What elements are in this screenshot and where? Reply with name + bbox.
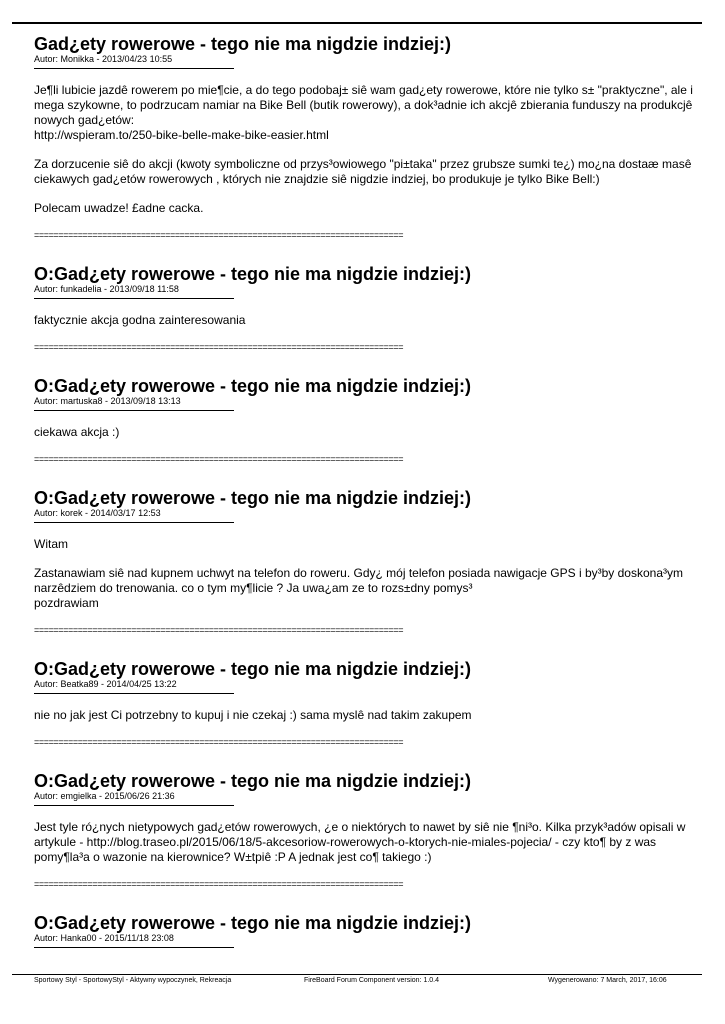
top-rule xyxy=(12,22,702,24)
footer-generated-date: Wygenerowano: 7 March, 2017, 16:06 xyxy=(548,977,667,984)
post-separator: ============================================================================ xyxy=(34,230,404,240)
meta-divider xyxy=(34,410,234,411)
post-title: O:Gad¿ety rowerowe - tego nie ma nigdzie indziej:) xyxy=(34,913,472,933)
post-paragraph: ciekawa akcja :) xyxy=(34,425,120,439)
post-separator: ============================================================================ xyxy=(34,625,404,635)
post-paragraph: Zastanawiam siê nad kupnem uchwyt na telefon do roweru. Gdy¿ mój telefon posiada nawigacje GPS i by³by doskona³ym narzêdziem do trenowania. co o tym my¶licie ? Ja uwa¿am ze to rozs±dny pomys³ pozdrawiam xyxy=(34,566,683,610)
post-body xyxy=(34,708,704,723)
meta-divider xyxy=(34,298,234,299)
post-body xyxy=(34,83,704,216)
post-author-date: Autor: funkadelia - 2013/09/18 11:58 xyxy=(34,284,179,294)
footer-site-name: Sportowy Styl - SportowyStyl - Aktywny wypoczynek, Rekreacja xyxy=(34,977,232,984)
post-author-date: Autor: Hanka00 - 2015/11/18 23:08 xyxy=(34,933,174,943)
post xyxy=(34,913,704,948)
post xyxy=(34,659,704,747)
post xyxy=(34,488,704,635)
post-paragraph: nie no jak jest Ci potrzebny to kupuj i nie czekaj :) sama myslê nad takim zakupem xyxy=(34,708,472,722)
post-author-date: Autor: Monikka - 2013/04/23 10:55 xyxy=(34,54,173,64)
post-body xyxy=(34,820,704,865)
post-paragraph: Polecam uwadze! £adne cacka. xyxy=(34,201,204,215)
post-paragraph: faktycznie akcja godna zainteresowania xyxy=(34,313,246,327)
footer-component-version: FireBoard Forum Component version: 1.0.4 xyxy=(304,977,440,984)
post-paragraph: Je¶li lubicie jazdê rowerem po mie¶cie, a do tego podobaj± siê wam gad¿ety rowerowe, które nie tylko s± "praktyczne", ale i mega szykowne, to podrzucam namiar na Bike Bell (butik rowerowy), a dok³adnie ich akcjê zbierania funduszy na produkcjê nowych gad¿etów: http://wspieram.to/250-bike-belle-make-bike-easier.html xyxy=(34,83,693,142)
meta-divider xyxy=(34,68,234,69)
post xyxy=(34,771,704,889)
post-body xyxy=(34,537,704,611)
post-title: O:Gad¿ety rowerowe - tego nie ma nigdzie indziej:) xyxy=(34,771,472,791)
post-author-date: Autor: korek - 2014/03/17 12:53 xyxy=(34,508,161,518)
meta-divider xyxy=(34,522,234,523)
post xyxy=(34,34,704,240)
post-separator: ============================================================================ xyxy=(34,454,404,464)
post-paragraph: Jest tyle ró¿nych nietypowych gad¿etów rowerowych, ¿e o niektórych to nawet by siê nie ¶ni³o. Kilka przyk³adów opisali w artykule - http://blog.traseo.pl/2015/06/18/5-akcesoriow-rowerowych-o-ktorych-nie-miales-pojecia/ - czy kto¶ by z was pomy¶la³a o wazonie na kierownice? W±tpiê :P A jednak jest co¶ takiego :) xyxy=(34,820,686,864)
post-title: Gad¿ety rowerowe - tego nie ma nigdzie indziej:) xyxy=(34,34,452,54)
post-body xyxy=(34,425,704,440)
post-separator: ============================================================================ xyxy=(34,342,404,352)
post-title: O:Gad¿ety rowerowe - tego nie ma nigdzie indziej:) xyxy=(34,264,472,284)
meta-divider xyxy=(34,947,234,948)
post-title: O:Gad¿ety rowerowe - tego nie ma nigdzie indziej:) xyxy=(34,376,472,396)
post-title: O:Gad¿ety rowerowe - tego nie ma nigdzie indziej:) xyxy=(34,659,472,679)
meta-divider xyxy=(34,805,234,806)
post xyxy=(34,264,704,352)
post-author-date: Autor: Beatka89 - 2014/04/25 13:22 xyxy=(34,679,177,689)
post-body xyxy=(34,313,704,328)
post-separator: ============================================================================ xyxy=(34,879,404,889)
post-separator: ============================================================================ xyxy=(34,737,404,747)
forum-thread xyxy=(34,34,704,948)
post-author-date: Autor: martuska8 - 2013/09/18 13:13 xyxy=(34,396,181,406)
post-paragraph: Witam xyxy=(34,537,68,551)
post-title: O:Gad¿ety rowerowe - tego nie ma nigdzie indziej:) xyxy=(34,488,472,508)
post xyxy=(34,376,704,464)
footer-rule xyxy=(12,974,702,975)
post-paragraph: Za dorzucenie siê do akcji (kwoty symboliczne od przys³owiowego "pi±taka" przez grubsze sumki te¿) mo¿na dostaæ masê ciekawych gad¿etów rowerowych , których nie znajdzie siê nigdzie indziej, bo produkuje je tylko Bike Bell:) xyxy=(34,157,692,186)
post-author-date: Autor: emgielka - 2015/06/26 21:36 xyxy=(34,791,175,801)
meta-divider xyxy=(34,693,234,694)
